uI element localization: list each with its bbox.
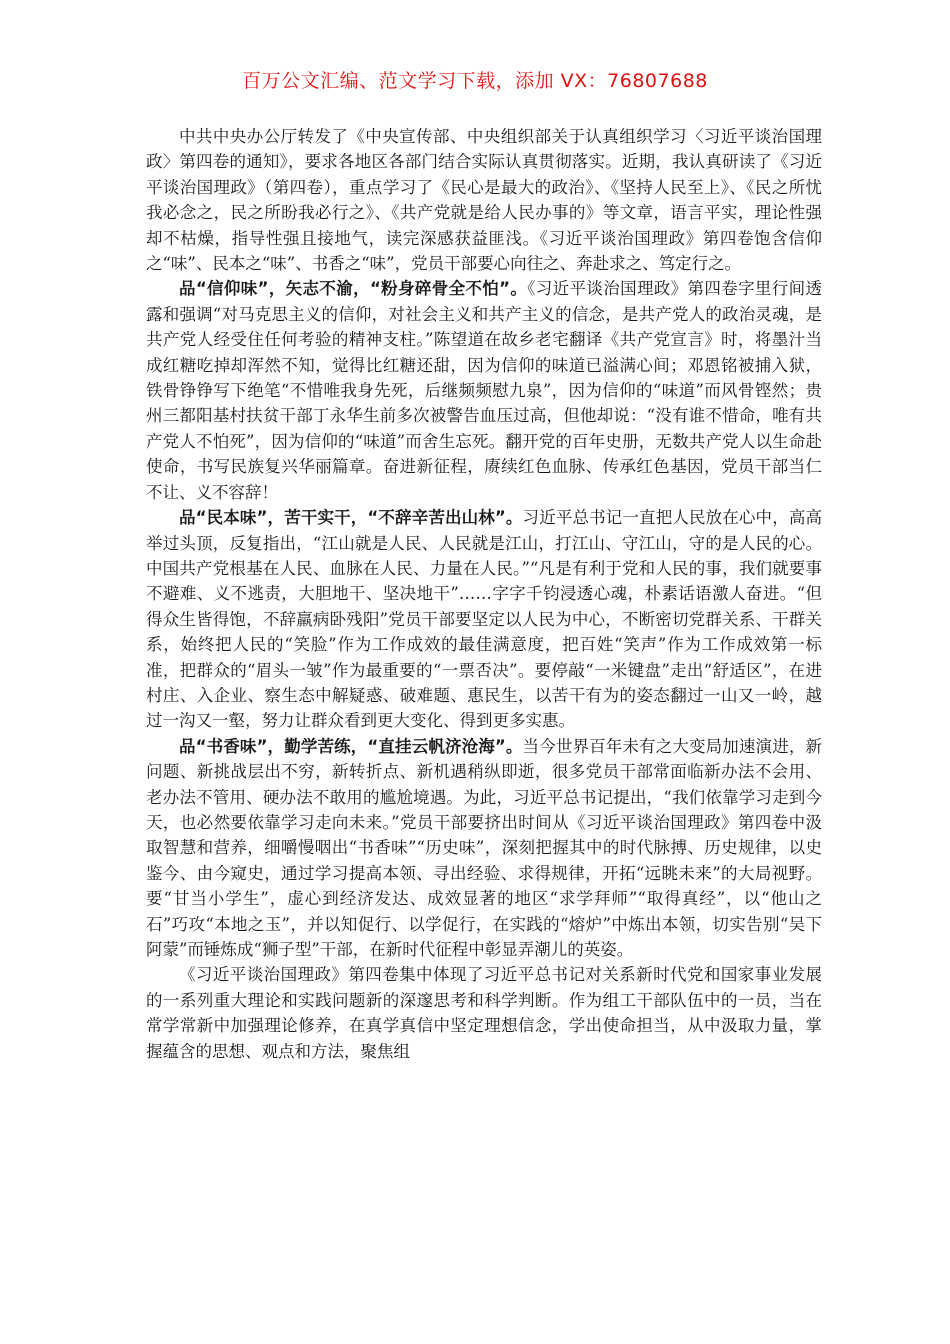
paragraph-conclusion bbox=[146, 962, 822, 1064]
article-body bbox=[146, 124, 822, 1064]
paragraph-study bbox=[146, 734, 822, 963]
paragraph-faith-heading: 品“信仰味”，矢志不渝，“粉身碎骨全不怕”。 bbox=[179, 279, 528, 299]
paragraph-intro-text: 中共中央办公厅转发了《中央宣传部、中央组织部关于认真组织学习〈习近平谈治国理政〉第四卷的通知》，要求各地区各部门结合实际认真贯彻落实。近期，我认真研读了《习近平谈治国理政》（第四卷），重点学习了《民心是最大的政治》、《坚持人民至上》、《民之所忧我必念之，民之所盼我必行之》、《共产党就是给人民办事的》等文章，语言平实，理论性强却不枯燥，指导性强且接地气，读完深感获益匪浅。《习近平谈治国理政》第四卷饱含信仰之“味”、民本之“味”、书香之“味”，党员干部要心向往之、奔赴求之、笃定行之。 bbox=[146, 127, 822, 274]
page-header-banner: 百万公文汇编、范文学习下载，添加 VX：76807688 bbox=[242, 70, 708, 92]
paragraph-conclusion-text: 《习近平谈治国理政》第四卷集中体现了习近平总书记对关系新时代党和国家事业发展的一系列重大理论和实践问题新的深邃思考和科学判断。作为组工干部队伍中的一员，当在常学常新中加强理论修养，在真学真信中坚定理想信念，学出使命担当，从中汲取力量，掌握蕴含的思想、观点和方法，聚焦组 bbox=[146, 965, 822, 1061]
paragraph-faith-text: 《习近平谈治国理政》第四卷字里行间透露和强调“对马克思主义的信仰，对社会主义和共产主义的信念，是共产党人的政治灵魂，是共产党人经受住任何考验的精神支柱。”陈望道在故乡老宅翻译《共产党宣言》时，将墨汁当成红糖吃掉却浑然不知，觉得比红糖还甜，因为信仰的味道已溢满心间；邓恩铭被捕入狱，铁骨铮铮写下绝笔“不惜唯我身先死，后继频频慰九泉”，因为信仰的“味道”而风骨铿然；贵州三都阳基村扶贫干部丁永华生前多次被警告血压过高，但他却说：“没有谁不惜命，唯有共产党人不怕死”，因为信仰的“味道”而舍生忘死。翻开党的百年史册，无数共产党人以生命赴使命，书写民族复兴华丽篇章。奋进新征程，赓续红色血脉、传承红色基因，党员干部当仁不让、义不容辞！ bbox=[146, 279, 822, 502]
paragraph-faith bbox=[146, 276, 822, 505]
paragraph-study-heading: 品“书香味”，勤学苦练，“直挂云帆济沧海”。 bbox=[179, 736, 523, 756]
paragraph-study-text: 当今世界百年未有之大变局加速演进，新问题、新挑战层出不穷，新转折点、新机遇稍纵即逝，很多党员干部常面临新办法不会用、老办法不管用、硬办法不敢用的尴尬境遇。为此，习近平总书记提出，“我们依靠学习走到今天，也必然要依靠学习走向未来。”党员干部要挤出时间从《习近平谈治国理政》第四卷中汲取智慧和营养，细嚼慢咽出“书香味”“历史味”，深刻把握其中的时代脉搏、历史规律，以史鉴今、由今窥史，通过学习提高本领、寻出经验、求得规律，开拓“远眺未来”的大局视野。要“甘当小学生”，虚心到经济发达、成效显著的地区“求学拜师”“取得真经”，以“他山之石”巧攻“本地之玉”，并以知促行、以学促行，在实践的“熔炉”中炼出本领，切实告别“吴下阿蒙”而锤炼成“狮子型”干部，在新时代征程中彰显弄潮儿的英姿。 bbox=[146, 736, 822, 959]
paragraph-people-text: 习近平总书记一直把人民放在心中，高高举过头顶，反复指出，“江山就是人民、人民就是江山，打江山、守江山，守的是人民的心。中国共产党根基在人民、血脉在人民、力量在人民。”“凡是有利于党和人民的事，我们就要事不避难、义不逃责，大胆地干、坚决地干”……字字千钧浸透心魂，朴素话语激人奋进。“但得众生皆得饱，不辞羸病卧残阳”党员干部要坚定以人民为中心，不断密切党群关系、干群关系，始终把人民的“笑脸”作为工作成效的最佳满意度，把百姓“笑声”作为工作成效第一标准，把群众的“眉头一皱”作为最重要的“一票否决”。要停敲“一米键盘”走出“舒适区”，在进村庄、入企业、察生态中解疑惑、破难题、惠民生，以苦干有为的姿态翻过一山又一岭，越过一沟又一壑，努力让群众看到更大变化、得到更多实惠。 bbox=[146, 508, 822, 731]
paragraph-intro bbox=[146, 124, 822, 276]
paragraph-people bbox=[146, 505, 822, 734]
paragraph-people-heading: 品“民本味”，苦干实干，“不辞辛苦出山林”。 bbox=[179, 508, 523, 528]
